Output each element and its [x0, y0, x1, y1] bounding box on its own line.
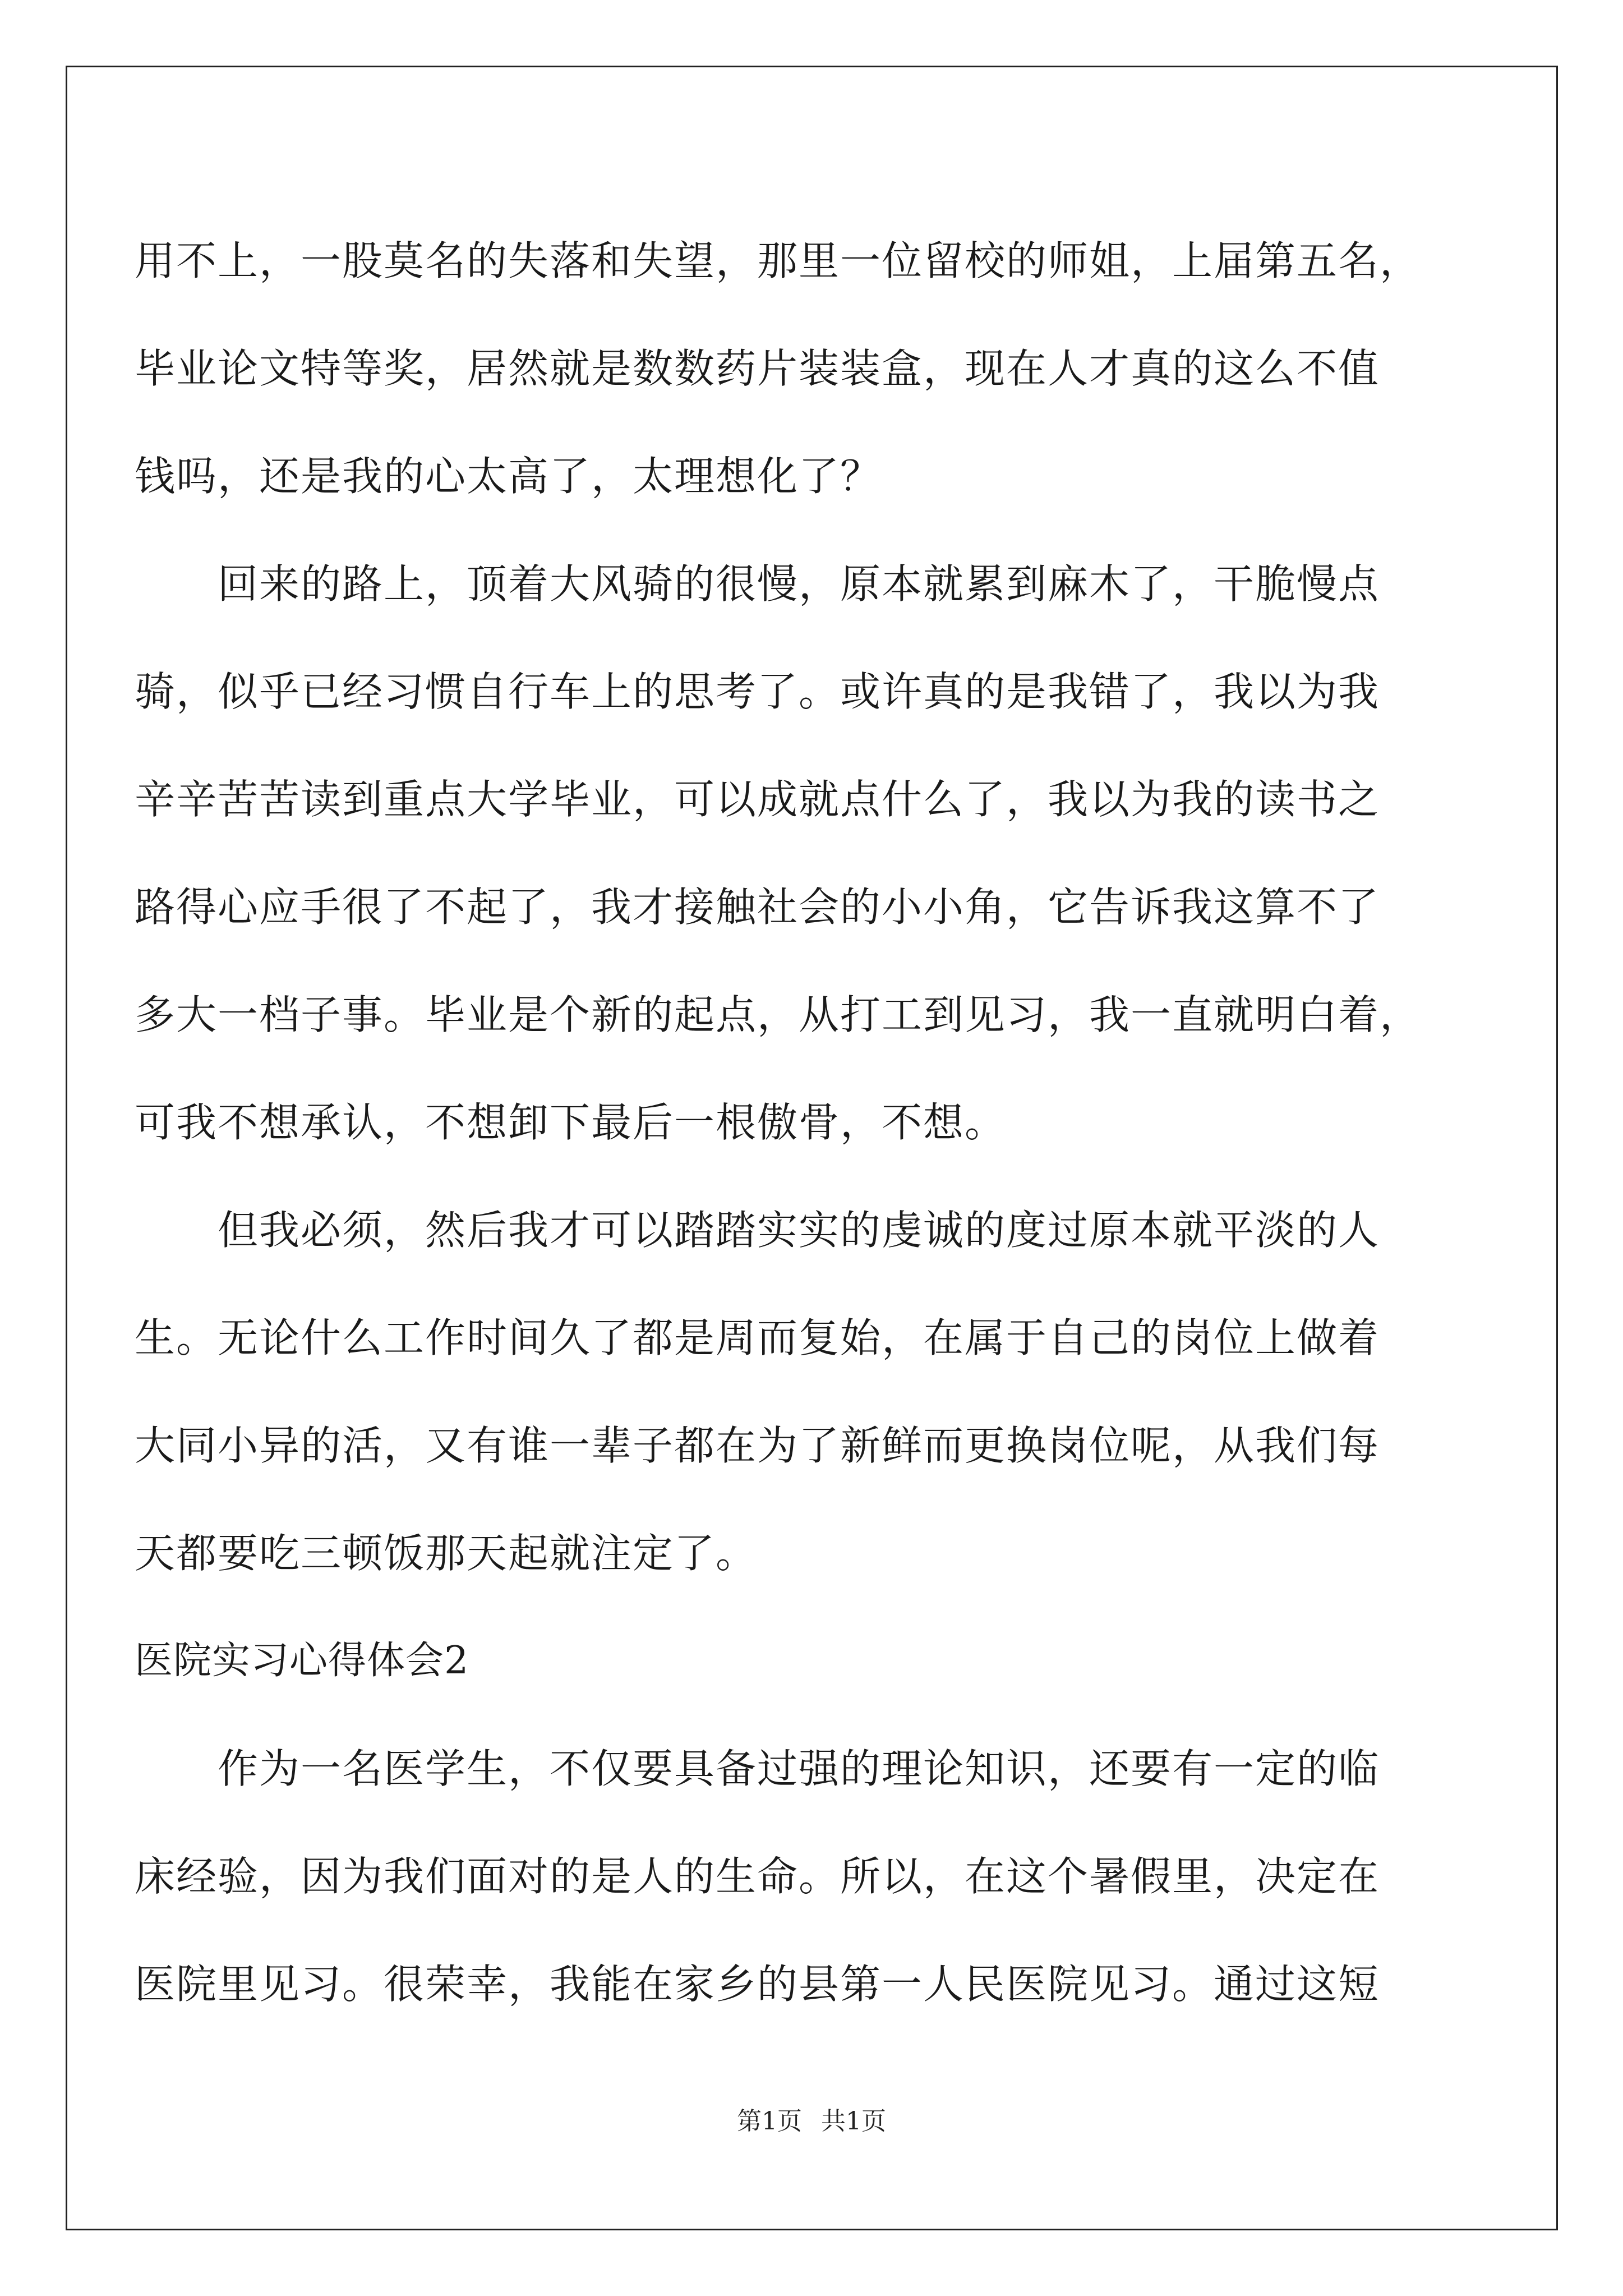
- page-footer: [0, 2105, 1623, 2138]
- text-line: 骑，似乎已经习惯自行车上的思考了。或许真的是我错了，我以为我: [135, 668, 1380, 715]
- paragraph-start-line: 但我必须，然后我才可以踏踏实实的虔诚的度过原本就平淡的人: [218, 1207, 1380, 1254]
- text-line: 医院里见习。很荣幸，我能在家乡的县第一人民医院见习。通过这短: [135, 1961, 1380, 2008]
- text-line: 辛辛苦苦读到重点大学毕业，可以成就点什么了，我以为我的读书之: [135, 776, 1380, 823]
- text-line: 大同小异的活，又有谁一辈子都在为了新鲜而更换岗位呢，从我们每: [135, 1422, 1380, 1469]
- text-line: 毕业论文特等奖，居然就是数数药片装装盒，现在人才真的这么不值: [135, 345, 1380, 392]
- text-line: 路得心应手很了不起了，我才接触社会的小小角，它告诉我这算不了: [135, 884, 1380, 931]
- page-total: 共1页: [821, 2107, 886, 2136]
- text-line: 钱吗，还是我的心太高了，太理想化了？: [135, 453, 882, 500]
- text-line: 床经验，因为我们面对的是人的生命。所以，在这个暑假里，决定在: [135, 1853, 1380, 1900]
- text-line: 生。无论什么工作时间久了都是周而复始，在属于自己的岗位上做着: [135, 1314, 1380, 1361]
- text-line: 用不上，一股莫名的失落和失望，那里一位留校的师姐，上届第五名，: [135, 237, 1422, 284]
- text-line: 多大一档子事。毕业是个新的起点，从打工到见习，我一直就明白着，: [135, 991, 1422, 1038]
- page-number: 第1页: [737, 2107, 802, 2136]
- section-heading: 医院实习心得体会2: [135, 1639, 469, 1683]
- paragraph-start-line: 作为一名医学生，不仅要具备过强的理论知识，还要有一定的临: [218, 1745, 1380, 1792]
- text-line: 天都要吃三顿饭那天起就注定了。: [135, 1530, 758, 1577]
- text-line: 可我不想承认，不想卸下最后一根傲骨，不想。: [135, 1099, 1007, 1146]
- paragraph-start-line: 回来的路上，顶着大风骑的很慢，原本就累到麻木了，干脆慢点: [218, 560, 1380, 608]
